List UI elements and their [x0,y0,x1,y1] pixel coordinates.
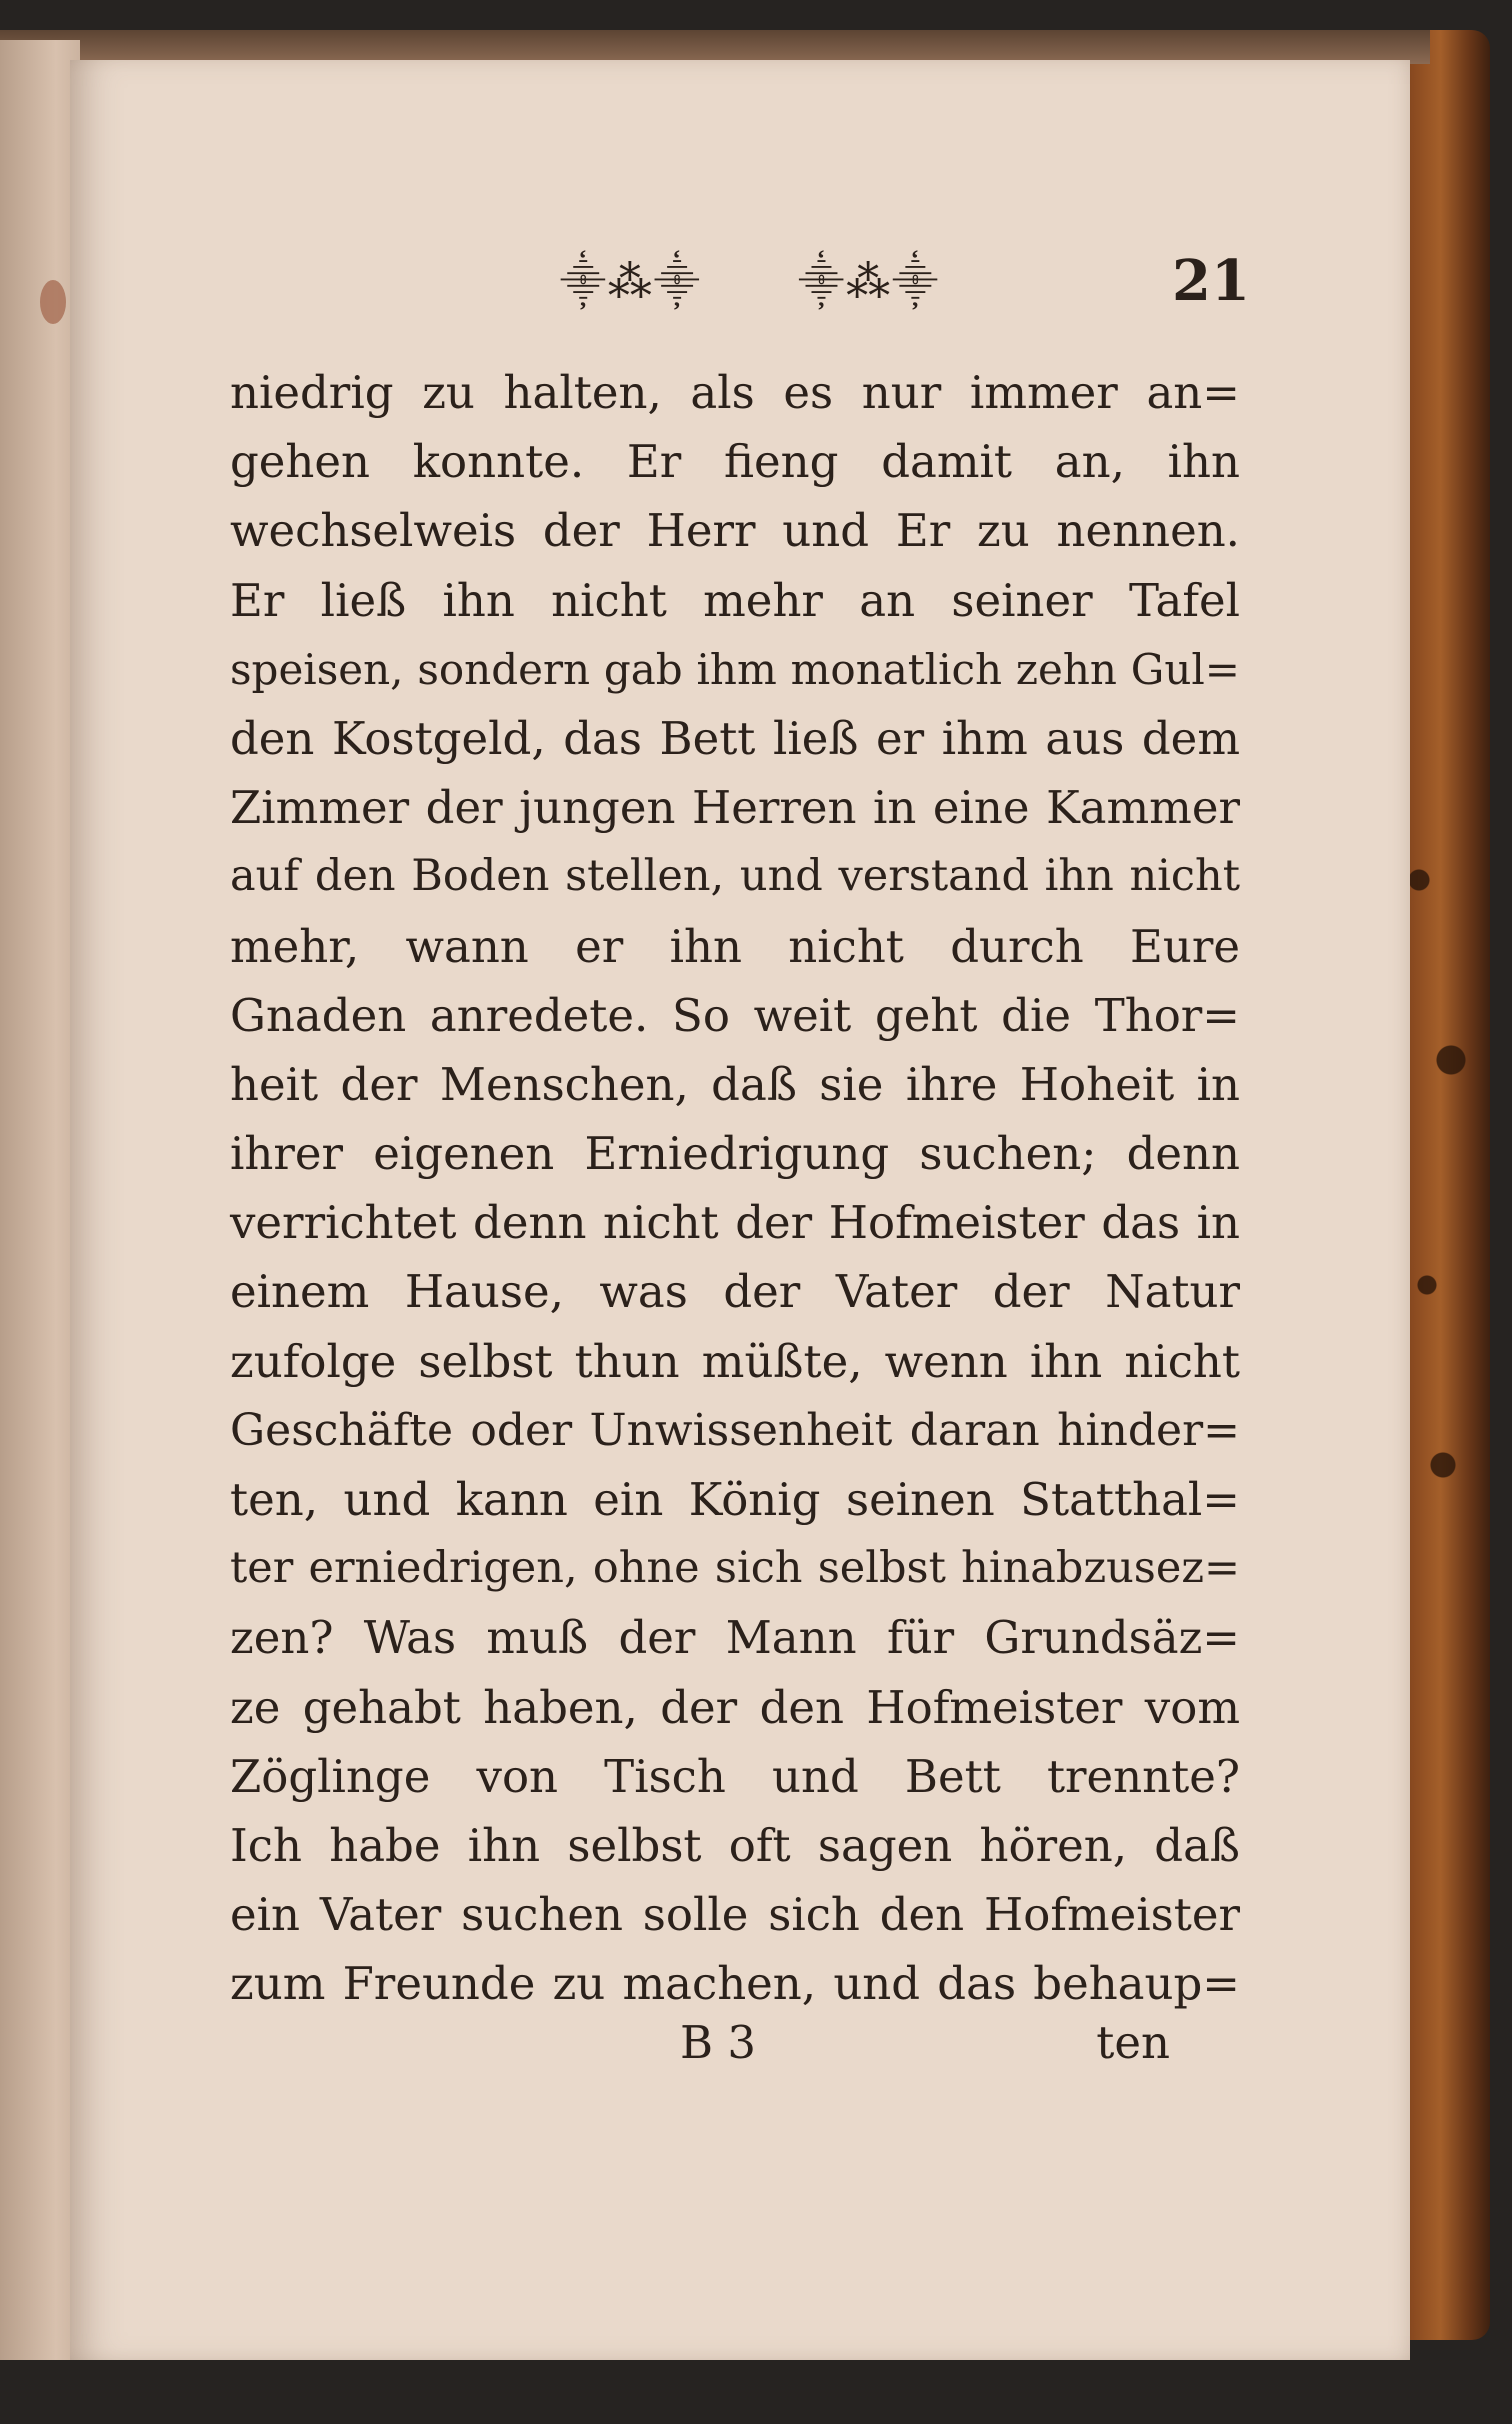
text-line: einem Hause, was der Vater der Natur [230,1265,1240,1319]
text-line: niedrig zu halten, als es nur immer an= [230,366,1240,419]
text-line: mehr, wann er ihn nicht durch Eure [230,919,1240,973]
header-ornament [560,250,940,310]
page-stain [40,280,66,324]
text-line: zen? Was muß der Mann für Grundsäz= [230,1611,1240,1665]
text-line: Ich habe ihn selbst oft sagen hören, daß [230,1818,1240,1872]
text-line: ter erniedrigen, ohne sich selbst hinabzusez= [230,1543,1240,1594]
ornament-left: ⸎⁂⸎ [560,257,702,308]
text-line: heit der Menschen, daß sie ihre Hoheit in [230,1057,1240,1111]
text-line: auf den Boden stellen, und verstand ihn nicht [230,851,1240,902]
text-line: wechselweis der Herr und Er zu nennen. [230,504,1240,558]
body-text [230,358,1240,2019]
text-line: ein Vater suchen solle sich den Hofmeister [230,1888,1240,1942]
page-number: 21 [1172,248,1250,314]
catchword: ten [1096,2016,1170,2069]
text-line: Zöglinge von Tisch und Bett trennte? [230,1749,1240,1803]
ornament-right: ⸎⁂⸎ [798,257,940,308]
text-line: verrichtet denn nicht der Hofmeister das in [230,1196,1240,1250]
facing-page-edge [0,40,80,2360]
text-line: den Kostgeld, das Bett ließ er ihm aus dem [230,711,1240,765]
text-line: ze gehabt haben, der den Hofmeister vom [230,1680,1240,1734]
text-line: zum Freunde zu machen, und das behaup= [230,1957,1240,2011]
text-line: Geschäfte oder Unwissenheit daran hinder= [230,1404,1240,1456]
text-line: ihrer eigenen Erniedrigung suchen; denn [230,1127,1240,1181]
text-line: Gnaden anredete. So weit geht die Thor= [230,988,1240,1042]
text-line: gehen konnte. Er fieng damit an, ihn [230,435,1240,489]
text-line: zufolge selbst thun müßte, wenn ihn nicht [230,1334,1240,1388]
text-line: Er ließ ihn nicht mehr an seiner Tafel [230,573,1240,627]
text-line: ten, und kann ein König seinen Statthal= [230,1473,1240,1526]
top-cover-edge [0,30,1430,64]
page-footer [230,2016,1240,2086]
text-line: speisen, sondern gab ihm monatlich zehn Gul= [230,644,1240,694]
signature-mark: B 3 [680,2016,757,2069]
text-line: Zimmer der jungen Herren in eine Kammer [230,781,1240,835]
